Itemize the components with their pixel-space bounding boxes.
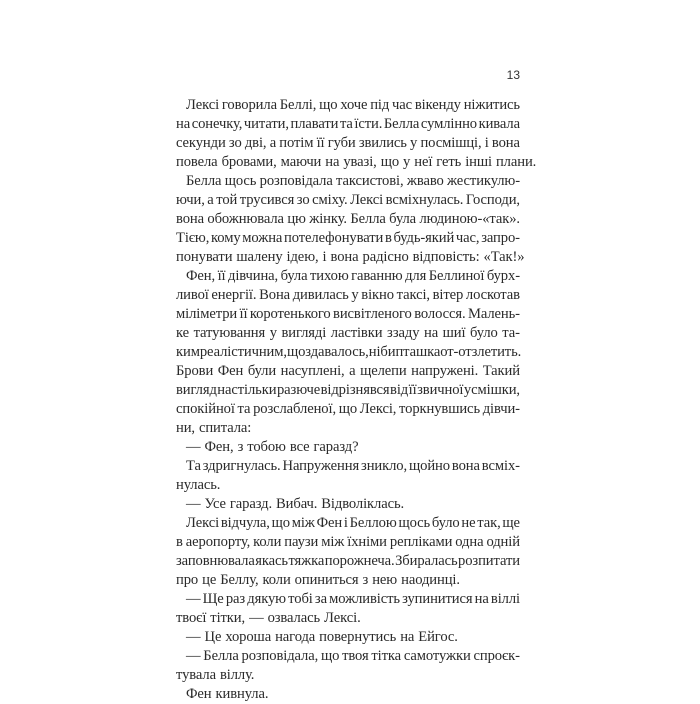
text-line: Та здригнулась. Напруження зникло, щойно вона всміх- bbox=[186, 458, 520, 474]
paragraph bbox=[176, 267, 520, 438]
text-line: понувати шалену ідею, і вона радісно відповість: «Так!» bbox=[176, 249, 525, 265]
text-line: на сонечку, читати, плавати та їсти. Белла сумлінно кивала bbox=[176, 116, 520, 132]
text-line: Фен, її дівчина, була тихою гаванню для Беллиної бурх- bbox=[186, 268, 520, 284]
text-line: ке татуювання у вигляді ластівки ззаду на шиї було та- bbox=[176, 325, 520, 341]
paragraph bbox=[176, 685, 520, 704]
text-line: про це Беллу, коли опиниться з нею наодинці. bbox=[176, 572, 460, 588]
text-line: вигляд настільки разюче відрізнявся від її звичної усмішки, bbox=[176, 382, 520, 398]
paragraph bbox=[176, 438, 520, 457]
text-line: заповнювала якась тяжка порожнеча. Збиралась розпитати bbox=[176, 553, 520, 569]
text-line: — Белла розповідала, що твоя тітка самотужки спроєк- bbox=[186, 648, 520, 664]
body-text bbox=[176, 96, 537, 704]
text-line: ючи, а той трусився зо сміху. Лексі всміхнулась. Господи, bbox=[176, 192, 520, 208]
paragraph bbox=[176, 96, 537, 172]
paragraph bbox=[176, 514, 520, 590]
text-line: ни, спитала: bbox=[176, 420, 252, 436]
paragraph bbox=[176, 590, 520, 628]
text-line: спокійної та розслабленої, що Лексі, торкнувшись дівчи- bbox=[176, 401, 520, 417]
text-line: міліметри її коротенького висвітленого волосся. Малень- bbox=[176, 306, 520, 322]
text-line: Фен кивнула. bbox=[186, 686, 269, 702]
text-line: Брови Фен були насуплені, а щелепи напружені. Такий bbox=[176, 363, 520, 379]
text-line: ливої енергії. Вона дивилась у вікно таксі, вітер лоскотав bbox=[176, 287, 520, 303]
text-line: — Ще раз дякую тобі за можливість зупинитися на віллі bbox=[186, 591, 520, 607]
paragraph bbox=[176, 628, 520, 647]
paragraph bbox=[176, 647, 520, 685]
paragraph bbox=[176, 457, 520, 495]
text-line: твоєї тітки, — озвалась Лексі. bbox=[176, 610, 361, 626]
text-line: Тією, кому можна потелефонувати в будь-який час, запро- bbox=[176, 230, 520, 246]
text-line: тувала віллу. bbox=[176, 667, 255, 683]
text-line: ким реалістичним, що здавалось, ніби пташка от-от злетить. bbox=[176, 344, 522, 360]
text-line: — Це хороша нагода повернутись на Ейгос. bbox=[186, 629, 458, 645]
text-line: вона обожнювала цю жінку. Белла була людиною-«так». bbox=[176, 211, 520, 227]
paragraph bbox=[176, 172, 525, 267]
text-line: Лексі відчула, що між Фен і Беллою щось було не так, ще bbox=[186, 515, 520, 531]
text-line: в аеропорту, коли паузи між їхніми репліками одна одній bbox=[176, 534, 520, 550]
text-line: Белла щось розповідала таксистові, жваво жестикулю- bbox=[186, 173, 520, 189]
text-line: секунди зо дві, а потім її губи звились у посмішці, і вона bbox=[176, 135, 520, 151]
text-line: — Фен, з тобою все гаразд? bbox=[186, 439, 359, 455]
text-line: Лексі говорила Беллі, що хоче під час вікенду ніжитись bbox=[186, 97, 520, 113]
text-line: нулась. bbox=[176, 477, 221, 493]
page-number: 13 bbox=[506, 68, 520, 82]
text-line: — Усе гаразд. Вибач. Відволіклась. bbox=[186, 496, 405, 512]
text-line: повела бровами, маючи на увазі, що у неї геть інші плани. bbox=[176, 154, 537, 170]
paragraph bbox=[176, 495, 520, 514]
